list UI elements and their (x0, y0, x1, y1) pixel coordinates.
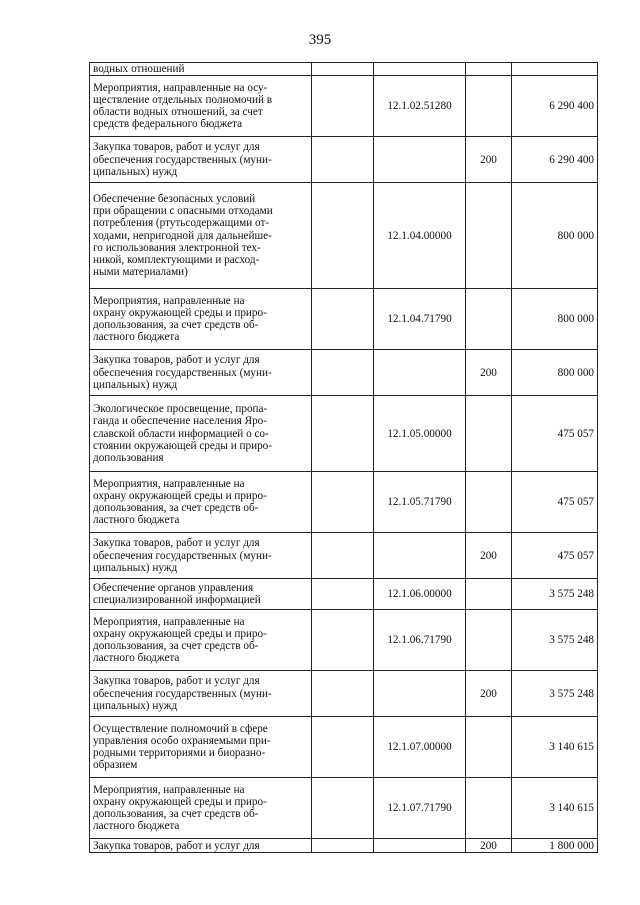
table-row (90, 778, 598, 839)
row-code-cell: 12.1.06.00000 (374, 579, 466, 610)
row-sum-cell: 800 000 (512, 183, 598, 289)
row-admin-cell (312, 76, 374, 137)
row-code-cell (374, 671, 466, 717)
row-sum-cell: 6 290 400 (512, 137, 598, 183)
row-expense-type-cell (466, 579, 512, 610)
row-sum-cell: 3 140 615 (512, 717, 598, 778)
row-expense-type-cell (466, 472, 512, 533)
row-code-cell (374, 63, 466, 76)
table-row (90, 396, 598, 472)
row-admin-cell (312, 671, 374, 717)
row-name-cell: Мероприятия, направленные на охрану окружающей среды и приро- допользования, за счет средств об- ластного бюджета (90, 289, 312, 350)
row-sum-cell: 475 057 (512, 533, 598, 579)
row-name-cell: Обеспечение органов управления специализированной информацией (90, 579, 312, 610)
row-expense-type-cell (466, 396, 512, 472)
row-sum-cell: 3 140 615 (512, 778, 598, 839)
row-expense-type-cell (466, 717, 512, 778)
row-admin-cell (312, 472, 374, 533)
row-code-cell (374, 137, 466, 183)
table-row (90, 350, 598, 396)
row-sum-cell: 3 575 248 (512, 610, 598, 671)
row-code-cell: 12.1.05.00000 (374, 396, 466, 472)
row-admin-cell (312, 350, 374, 396)
row-name-cell: водных отношений (90, 63, 312, 76)
row-expense-type-cell (466, 610, 512, 671)
row-name-cell: Закупка товаров, работ и услуг для обеспечения государственных (муни- ципальных) нужд (90, 533, 312, 579)
row-expense-type-cell (466, 63, 512, 76)
row-admin-cell (312, 137, 374, 183)
table-row (90, 717, 598, 778)
row-code-cell: 12.1.04.71790 (374, 289, 466, 350)
row-expense-type-cell: 200 (466, 137, 512, 183)
row-admin-cell (312, 839, 374, 853)
row-code-cell (374, 839, 466, 853)
row-name-cell: Экологическое просвещение, пропа- ганда и обеспечение населения Яро- славской области информацией о со- стоянии окружающей среды и приро- допользования (90, 396, 312, 472)
row-code-cell (374, 350, 466, 396)
row-sum-cell: 1 800 000 (512, 839, 598, 853)
row-name-cell: Мероприятия, направленные на охрану окружающей среды и приро- допользования, за счет средств об- ластного бюджета (90, 472, 312, 533)
row-code-cell: 12.1.06.71790 (374, 610, 466, 671)
row-code-cell (374, 533, 466, 579)
row-sum-cell: 6 290 400 (512, 76, 598, 137)
row-sum-cell: 475 057 (512, 396, 598, 472)
row-name-cell: Закупка товаров, работ и услуг для обеспечения государственных (муни- ципальных) нужд (90, 671, 312, 717)
row-expense-type-cell (466, 778, 512, 839)
row-admin-cell (312, 717, 374, 778)
row-name-cell: Закупка товаров, работ и услуг для обеспечения государственных (муни- ципальных) нужд (90, 137, 312, 183)
budget-table-body (90, 63, 598, 853)
row-sum-cell: 800 000 (512, 289, 598, 350)
row-code-cell: 12.1.07.00000 (374, 717, 466, 778)
table-row (90, 610, 598, 671)
row-name-cell: Закупка товаров, работ и услуг для обеспечения государственных (муни- ципальных) нужд (90, 350, 312, 396)
row-name-cell: Мероприятия, направленные на охрану окружающей среды и приро- допользования, за счет средств об- ластного бюджета (90, 778, 312, 839)
row-expense-type-cell (466, 76, 512, 137)
table-row (90, 76, 598, 137)
row-name-cell: Закупка товаров, работ и услуг для (90, 839, 312, 853)
row-admin-cell (312, 183, 374, 289)
row-admin-cell (312, 610, 374, 671)
row-expense-type-cell (466, 183, 512, 289)
table-row (90, 839, 598, 853)
row-admin-cell (312, 579, 374, 610)
row-code-cell: 12.1.05.71790 (374, 472, 466, 533)
row-sum-cell: 475 057 (512, 472, 598, 533)
row-sum-cell: 3 575 248 (512, 579, 598, 610)
row-admin-cell (312, 396, 374, 472)
row-expense-type-cell (466, 289, 512, 350)
row-admin-cell (312, 778, 374, 839)
row-expense-type-cell: 200 (466, 671, 512, 717)
row-sum-cell: 800 000 (512, 350, 598, 396)
row-admin-cell (312, 533, 374, 579)
table-row (90, 671, 598, 717)
row-name-cell: Обеспечение безопасных условий при обращении с опасными отходами потребления (ртутьсодержащими от- ходами, непригодной для дальнейше- го использования электронной тех- никой, комплектующими и расход- ными материалами) (90, 183, 312, 289)
table-row (90, 579, 598, 610)
page-number: 395 (308, 32, 332, 48)
row-code-cell: 12.1.07.71790 (374, 778, 466, 839)
row-sum-cell (512, 63, 598, 76)
row-expense-type-cell: 200 (466, 839, 512, 853)
row-admin-cell (312, 63, 374, 76)
table-row (90, 137, 598, 183)
table-row (90, 183, 598, 289)
table-row (90, 63, 598, 76)
row-sum-cell: 3 575 248 (512, 671, 598, 717)
row-expense-type-cell: 200 (466, 533, 512, 579)
row-admin-cell (312, 289, 374, 350)
row-expense-type-cell: 200 (466, 350, 512, 396)
row-name-cell: Мероприятия, направленные на осу- ществление отдельных полномочий в области водных отношений, за счет средств федерального бюджета (90, 76, 312, 137)
table-row (90, 472, 598, 533)
table-row (90, 289, 598, 350)
budget-table (89, 62, 598, 853)
table-row (90, 533, 598, 579)
row-code-cell: 12.1.02.51280 (374, 76, 466, 137)
row-name-cell: Осуществление полномочий в сфере управления особо охраняемыми при- родными территориями и биоразно- образием (90, 717, 312, 778)
row-name-cell: Мероприятия, направленные на охрану окружающей среды и приро- допользования, за счет средств об- ластного бюджета (90, 610, 312, 671)
row-code-cell: 12.1.04.00000 (374, 183, 466, 289)
